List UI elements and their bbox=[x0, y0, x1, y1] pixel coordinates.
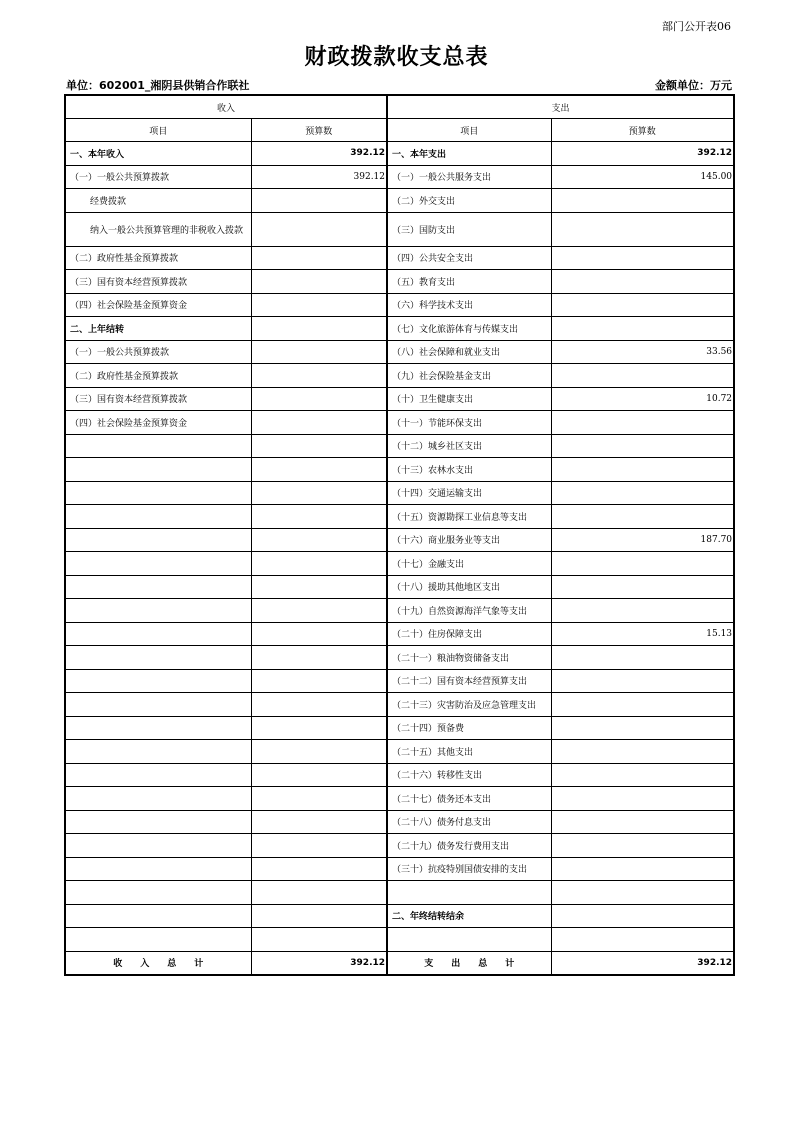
expense-item: （十）卫生健康支出 bbox=[387, 387, 551, 411]
expense-item: （十六）商业服务业等支出 bbox=[387, 528, 551, 552]
expense-value bbox=[551, 646, 734, 670]
expense-value: 392.12 bbox=[551, 142, 734, 166]
income-value bbox=[251, 552, 387, 576]
expense-value bbox=[551, 599, 734, 623]
table-row bbox=[65, 716, 734, 740]
expense-value bbox=[551, 928, 734, 952]
income-item bbox=[65, 904, 251, 928]
income-value bbox=[251, 646, 387, 670]
amount-unit-label: 金额单位：万元 bbox=[655, 79, 732, 92]
expense-item: （十八）援助其他地区支出 bbox=[387, 575, 551, 599]
table-row bbox=[65, 165, 734, 189]
expense-item bbox=[387, 928, 551, 952]
income-value bbox=[251, 575, 387, 599]
table-row bbox=[65, 411, 734, 435]
income-value bbox=[251, 599, 387, 623]
expense-item: （十五）资源勘探工业信息等支出 bbox=[387, 505, 551, 529]
expense-item: （二十）住房保障支出 bbox=[387, 622, 551, 646]
expense-section-header: 支出 bbox=[387, 95, 734, 119]
expense-value bbox=[551, 434, 734, 458]
income-item bbox=[65, 928, 251, 952]
income-item: （四）社会保险基金预算资金 bbox=[65, 293, 251, 317]
totals-row bbox=[65, 951, 734, 975]
table-row bbox=[65, 857, 734, 881]
expense-item: （七）文化旅游体育与传媒支出 bbox=[387, 317, 551, 341]
table-row bbox=[65, 246, 734, 270]
page-title: 财政拨款收支总表 bbox=[304, 44, 489, 70]
expense-item: （二十一）粮油物资储备支出 bbox=[387, 646, 551, 670]
income-value bbox=[251, 434, 387, 458]
income-item: （二）政府性基金预算拨款 bbox=[65, 246, 251, 270]
income-value bbox=[251, 857, 387, 881]
income-value bbox=[251, 411, 387, 435]
section-header-row bbox=[65, 95, 734, 119]
expense-value bbox=[551, 904, 734, 928]
income-item: （一）一般公共预算拨款 bbox=[65, 340, 251, 364]
table-row bbox=[65, 904, 734, 928]
expense-value bbox=[551, 787, 734, 811]
expense-value bbox=[551, 552, 734, 576]
income-value bbox=[251, 293, 387, 317]
expense-value bbox=[551, 763, 734, 787]
expense-total-label: 支 出 总 计 bbox=[387, 951, 551, 975]
expense-value bbox=[551, 293, 734, 317]
income-item bbox=[65, 622, 251, 646]
table-row bbox=[65, 364, 734, 388]
table-row bbox=[65, 270, 734, 294]
expense-value bbox=[551, 716, 734, 740]
expense-value bbox=[551, 246, 734, 270]
income-item: （一）一般公共预算拨款 bbox=[65, 165, 251, 189]
income-item: 一、本年收入 bbox=[65, 142, 251, 166]
expense-value bbox=[551, 364, 734, 388]
expense-item: （六）科学技术支出 bbox=[387, 293, 551, 317]
expense-item: （二）外交支出 bbox=[387, 189, 551, 213]
income-value bbox=[251, 763, 387, 787]
income-item bbox=[65, 834, 251, 858]
table-row bbox=[65, 434, 734, 458]
table-row bbox=[65, 646, 734, 670]
column-header-row bbox=[65, 119, 734, 142]
income-value bbox=[251, 810, 387, 834]
unit-label: 单位：602001_湘阴县供销合作联社 bbox=[66, 79, 250, 92]
income-value bbox=[251, 881, 387, 905]
expense-item: （二十九）债务发行费用支出 bbox=[387, 834, 551, 858]
expense-item: （二十五）其他支出 bbox=[387, 740, 551, 764]
expense-item: （八）社会保障和就业支出 bbox=[387, 340, 551, 364]
expense-item: （三）国防支出 bbox=[387, 212, 551, 246]
income-value bbox=[251, 716, 387, 740]
expense-value bbox=[551, 411, 734, 435]
table-row bbox=[65, 317, 734, 341]
income-item bbox=[65, 787, 251, 811]
income-item bbox=[65, 481, 251, 505]
income-item: 纳入一般公共预算管理的非税收入拨款 bbox=[65, 212, 251, 246]
income-value bbox=[251, 669, 387, 693]
table-row bbox=[65, 528, 734, 552]
income-item: （四）社会保险基金预算资金 bbox=[65, 411, 251, 435]
income-item: 二、上年结转 bbox=[65, 317, 251, 341]
income-value: 392.12 bbox=[251, 165, 387, 189]
expense-value bbox=[551, 881, 734, 905]
income-budget-header: 预算数 bbox=[251, 119, 387, 142]
income-value bbox=[251, 189, 387, 213]
income-item bbox=[65, 763, 251, 787]
expense-item: （二十七）债务还本支出 bbox=[387, 787, 551, 811]
table-row bbox=[65, 693, 734, 717]
expense-value bbox=[551, 669, 734, 693]
expense-value: 10.72 bbox=[551, 387, 734, 411]
table-row bbox=[65, 212, 734, 246]
expense-value bbox=[551, 317, 734, 341]
table-row bbox=[65, 458, 734, 482]
table-row bbox=[65, 928, 734, 952]
table-row bbox=[65, 505, 734, 529]
income-value bbox=[251, 622, 387, 646]
income-value bbox=[251, 928, 387, 952]
form-number: 部门公开表06 bbox=[662, 20, 731, 33]
income-item: （三）国有资本经营预算拨款 bbox=[65, 270, 251, 294]
expense-item: （十二）城乡社区支出 bbox=[387, 434, 551, 458]
income-value bbox=[251, 364, 387, 388]
table-row bbox=[65, 669, 734, 693]
expense-value bbox=[551, 189, 734, 213]
income-value bbox=[251, 740, 387, 764]
table-row bbox=[65, 340, 734, 364]
income-item bbox=[65, 528, 251, 552]
expense-item: （四）公共安全支出 bbox=[387, 246, 551, 270]
table-row bbox=[65, 552, 734, 576]
expense-item: （二十三）灾害防治及应急管理支出 bbox=[387, 693, 551, 717]
expense-item: （九）社会保险基金支出 bbox=[387, 364, 551, 388]
table-row bbox=[65, 881, 734, 905]
income-item bbox=[65, 716, 251, 740]
expense-value bbox=[551, 740, 734, 764]
income-item bbox=[65, 693, 251, 717]
expense-budget-header: 预算数 bbox=[551, 119, 734, 142]
expense-item: （三十）抗疫特别国债安排的支出 bbox=[387, 857, 551, 881]
table-row bbox=[65, 575, 734, 599]
expense-value bbox=[551, 505, 734, 529]
table-row bbox=[65, 142, 734, 166]
expense-item: （二十八）债务付息支出 bbox=[387, 810, 551, 834]
table-row bbox=[65, 387, 734, 411]
table-row bbox=[65, 622, 734, 646]
expense-item: （一）一般公共服务支出 bbox=[387, 165, 551, 189]
expense-value bbox=[551, 575, 734, 599]
income-section-header: 收入 bbox=[65, 95, 387, 119]
expense-item: （十九）自然资源海洋气象等支出 bbox=[387, 599, 551, 623]
expense-item: （二十六）转移性支出 bbox=[387, 763, 551, 787]
budget-table bbox=[64, 94, 735, 976]
income-item bbox=[65, 669, 251, 693]
income-item-header: 项目 bbox=[65, 119, 251, 142]
income-item bbox=[65, 505, 251, 529]
expense-value bbox=[551, 212, 734, 246]
income-value bbox=[251, 317, 387, 341]
table-row bbox=[65, 481, 734, 505]
income-value bbox=[251, 246, 387, 270]
table-row bbox=[65, 834, 734, 858]
income-value bbox=[251, 387, 387, 411]
expense-value bbox=[551, 810, 734, 834]
expense-value: 187.70 bbox=[551, 528, 734, 552]
table-row bbox=[65, 293, 734, 317]
income-item bbox=[65, 646, 251, 670]
income-value bbox=[251, 212, 387, 246]
expense-item: （二十二）国有资本经营预算支出 bbox=[387, 669, 551, 693]
income-item: 经费拨款 bbox=[65, 189, 251, 213]
expense-value: 15.13 bbox=[551, 622, 734, 646]
income-item: （三）国有资本经营预算拨款 bbox=[65, 387, 251, 411]
income-item bbox=[65, 575, 251, 599]
income-item bbox=[65, 434, 251, 458]
expense-item: （十七）金融支出 bbox=[387, 552, 551, 576]
income-value bbox=[251, 458, 387, 482]
income-value bbox=[251, 834, 387, 858]
income-item: （二）政府性基金预算拨款 bbox=[65, 364, 251, 388]
expense-item: 二、年终结转结余 bbox=[387, 904, 551, 928]
income-value bbox=[251, 787, 387, 811]
expense-value: 145.00 bbox=[551, 165, 734, 189]
expense-item: （二十四）预备费 bbox=[387, 716, 551, 740]
expense-item: （十四）交通运输支出 bbox=[387, 481, 551, 505]
expense-value bbox=[551, 458, 734, 482]
expense-value bbox=[551, 834, 734, 858]
income-total-value: 392.12 bbox=[251, 951, 387, 975]
income-value bbox=[251, 528, 387, 552]
expense-total-value: 392.12 bbox=[551, 951, 734, 975]
income-item bbox=[65, 810, 251, 834]
income-item bbox=[65, 857, 251, 881]
table-row bbox=[65, 810, 734, 834]
expense-item bbox=[387, 881, 551, 905]
income-value bbox=[251, 505, 387, 529]
income-value bbox=[251, 340, 387, 364]
table-row bbox=[65, 599, 734, 623]
income-item bbox=[65, 552, 251, 576]
income-value bbox=[251, 904, 387, 928]
expense-value bbox=[551, 857, 734, 881]
income-item bbox=[65, 458, 251, 482]
income-item bbox=[65, 740, 251, 764]
expense-item: 一、本年支出 bbox=[387, 142, 551, 166]
expense-value bbox=[551, 481, 734, 505]
income-item bbox=[65, 599, 251, 623]
income-total-label: 收 入 总 计 bbox=[65, 951, 251, 975]
table-row bbox=[65, 189, 734, 213]
income-value bbox=[251, 270, 387, 294]
expense-value bbox=[551, 693, 734, 717]
table-row bbox=[65, 787, 734, 811]
expense-item-header: 项目 bbox=[387, 119, 551, 142]
income-item bbox=[65, 881, 251, 905]
expense-value: 33.56 bbox=[551, 340, 734, 364]
expense-item: （十三）农林水支出 bbox=[387, 458, 551, 482]
expense-item: （五）教育支出 bbox=[387, 270, 551, 294]
income-value bbox=[251, 693, 387, 717]
table-row bbox=[65, 740, 734, 764]
income-value: 392.12 bbox=[251, 142, 387, 166]
expense-value bbox=[551, 270, 734, 294]
expense-item: （十一）节能环保支出 bbox=[387, 411, 551, 435]
table-row bbox=[65, 763, 734, 787]
income-value bbox=[251, 481, 387, 505]
